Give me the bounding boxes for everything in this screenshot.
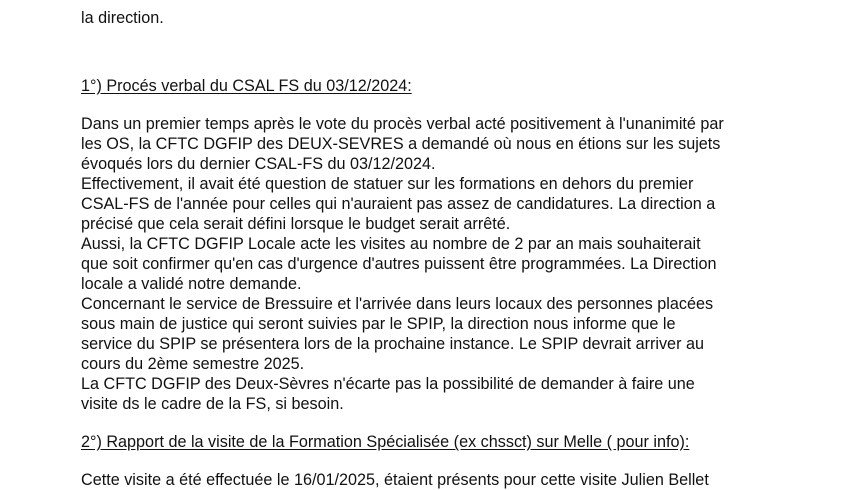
section-1-line: Aussi, la CFTC DGFIP Locale acte les visites au nombre de 2 par an mais souhaiterait — [81, 235, 701, 253]
section-1-line: précisé que cela serait défini lorsque le budget serait arrêté. — [81, 215, 511, 233]
section-1-line: que soit confirmer qu'en cas d'urgence d'autres puissent être programmées. La Direction — [81, 255, 717, 273]
section-1-line: évoqués lors du dernier CSAL-FS du 03/12/2024. — [81, 155, 436, 173]
section-2-heading: 2°) Rapport de la visite de la Formation Spécialisée (ex chssct) sur Melle ( pour info): — [81, 433, 690, 451]
section-1-line: cours du 2ème semestre 2025. — [81, 355, 305, 373]
section-1-line: service du SPIP se présentera lors de la prochaine instance. Le SPIP devrait arriver au — [81, 335, 704, 353]
section-1-line: Concernant le service de Bressuire et l'arrivée dans leurs locaux des personnes placées — [81, 295, 714, 313]
top-fragment: la direction. — [81, 9, 164, 27]
section-1-line: visite ds le cadre de la FS, si besoin. — [81, 395, 344, 413]
section-1-line: Effectivement, il avait été question de statuer sur les formations en dehors du premier — [81, 175, 694, 193]
section-1-line: sous main de justice qui seront suivies par le SPIP, la direction nous informe que le — [81, 315, 676, 333]
section-1-line: locale a validé notre demande. — [81, 275, 302, 293]
section-1-line: CSAL-FS de l'année pour celles qui n'auraient pas assez de candidatures. La direction a — [81, 195, 716, 213]
section-1-heading: 1°) Procés verbal du CSAL FS du 03/12/2024: — [81, 77, 412, 95]
section-1-line: les OS, la CFTC DGFIP des DEUX-SEVRES a demandé où nous en étions sur les sujets — [81, 135, 721, 153]
section-2-cut-line: Cette visite a été effectuée le 16/01/2025, étaient présents pour cette visite Julien Bellet — [81, 471, 709, 489]
section-1-line: La CFTC DGFIP des Deux-Sèvres n'écarte pas la possibilité de demander à faire une — [81, 375, 695, 393]
section-1-line: Dans un premier temps après le vote du procès verbal acté positivement à l'unanimité par — [81, 115, 724, 133]
